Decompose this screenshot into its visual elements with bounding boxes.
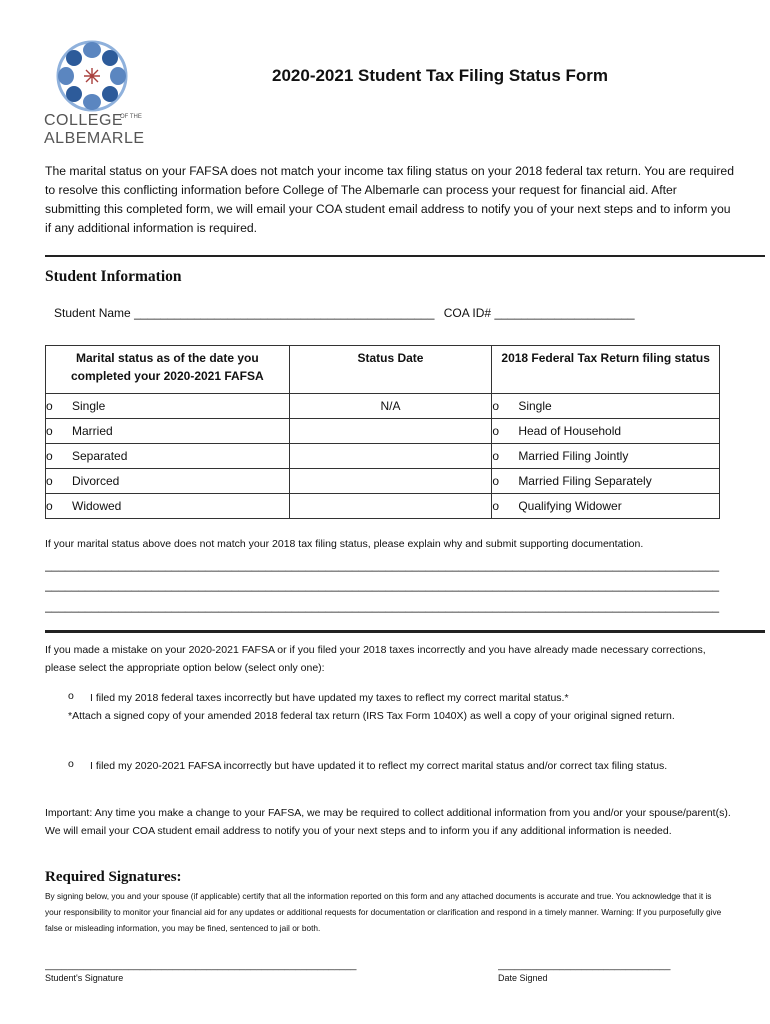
- explain-line[interactable]: _____________________________________________________________________________________________________: [45, 558, 720, 572]
- status-date-cell[interactable]: N/A: [289, 394, 492, 419]
- tax-option[interactable]: o Married Filing Separately: [492, 469, 720, 494]
- explain-prompt: If your marital status above does not match your 2018 tax filing status, please explain why and submit supporting documentation.: [45, 538, 644, 550]
- college-logo: [44, 36, 148, 148]
- student-name-label: Student Name: [54, 306, 131, 320]
- student-signature-label: Student's Signature: [45, 973, 124, 983]
- explain-line[interactable]: _____________________________________________________________________________________________________: [45, 599, 720, 613]
- table-row: [46, 419, 720, 444]
- table-row: [46, 494, 720, 519]
- mistake-intro: If you made a mistake on your 2020-2021 FAFSA or if you filed your 2018 taxes incorrectly and you have already made necessary corrections, please select the appropriate option below (select only one):: [45, 644, 706, 674]
- table-row: [46, 444, 720, 469]
- marital-option[interactable]: o Single: [46, 394, 290, 419]
- col-header-tax-status: 2018 Federal Tax Return filing status: [492, 346, 720, 394]
- marital-option[interactable]: o Widowed: [46, 494, 290, 519]
- col-header-status-date: Status Date: [289, 346, 492, 394]
- coa-id-field[interactable]: _____________________: [494, 306, 635, 320]
- marital-option[interactable]: o Married: [46, 419, 290, 444]
- explain-line[interactable]: _____________________________________________________________________________________________________: [45, 578, 720, 592]
- marital-option[interactable]: o Separated: [46, 444, 290, 469]
- important-note: Important: Any time you make a change to your FAFSA, we may be required to collect additional information from you and/or your spouse/parent(s). We will email your COA student email address to notify you of your next steps and to inform you if any additional information is needed.: [45, 807, 731, 837]
- date-signed-line[interactable]: _______________________________: [498, 960, 671, 971]
- status-date-cell[interactable]: [289, 419, 492, 444]
- date-signed-label: Date Signed: [498, 973, 548, 983]
- divider: [45, 255, 765, 257]
- table-row: [46, 394, 720, 419]
- status-date-cell[interactable]: [289, 444, 492, 469]
- tax-option[interactable]: o Qualifying Widower: [492, 494, 720, 519]
- page-title: 2020-2021 Student Tax Filing Status Form: [272, 66, 608, 85]
- option1-text: I filed my 2018 federal taxes incorrectly but have updated my taxes to reflect my correct marital status.*: [90, 692, 569, 704]
- intro-paragraph: The marital status on your FAFSA does not match your income tax filing status on your 2018 federal tax return. You are required to resolve this conflicting information before College of The Albemarle can process your request for financial aid. After submitting this completed form, we will email your COA student email address to notify you of your next steps and to inform you if any additional information is required.: [45, 164, 734, 235]
- college-emblem-icon: [44, 36, 148, 116]
- status-date-cell[interactable]: [289, 469, 492, 494]
- marital-option[interactable]: o Divorced: [46, 469, 290, 494]
- logo-word-of-the: OF THE: [120, 114, 142, 120]
- divider: [45, 630, 765, 633]
- logo-word-albemarle: ALBEMARLE: [44, 130, 145, 147]
- tax-option[interactable]: o Married Filing Jointly: [492, 444, 720, 469]
- status-table: [45, 345, 720, 519]
- option1-note: *Attach a signed copy of your amended 2018 federal tax return (IRS Tax Form 1040X) as well a copy of your original signed return.: [68, 710, 675, 722]
- tax-option[interactable]: o Single: [492, 394, 720, 419]
- logo-word-college: COLLEGE: [44, 112, 124, 129]
- student-signature-line[interactable]: ________________________________________________________: [45, 960, 357, 971]
- certify-text: By signing below, you and your spouse (if applicable) certify that all the information reported on this form and any attached documents is accurate and true. You acknowledge that it is your responsibility to monitor your financial aid for any updates or additional requests for documentation or clarification and respond in a timely manner. Warning: If you purposefully give false or misleading information, you may be fined, sentenced to jail or both.: [45, 891, 722, 933]
- signatures-heading: Required Signatures:: [45, 869, 182, 885]
- student-info-heading: Student Information: [45, 268, 182, 285]
- table-row: [46, 469, 720, 494]
- col-header-marital: Marital status as of the date you completed your 2020-2021 FAFSA: [46, 346, 290, 394]
- option2-radio[interactable]: o: [68, 758, 74, 770]
- status-date-cell[interactable]: [289, 494, 492, 519]
- student-name-field[interactable]: _____________________________________________: [134, 306, 435, 320]
- coa-id-label: COA ID#: [443, 306, 492, 320]
- option2-text: I filed my 2020-2021 FAFSA incorrectly but have updated it to reflect my correct marital status and/or correct tax filing status.: [90, 760, 668, 772]
- option1-radio[interactable]: o: [68, 690, 74, 702]
- student-name-row: [54, 306, 635, 320]
- tax-option[interactable]: o Head of Household: [492, 419, 720, 444]
